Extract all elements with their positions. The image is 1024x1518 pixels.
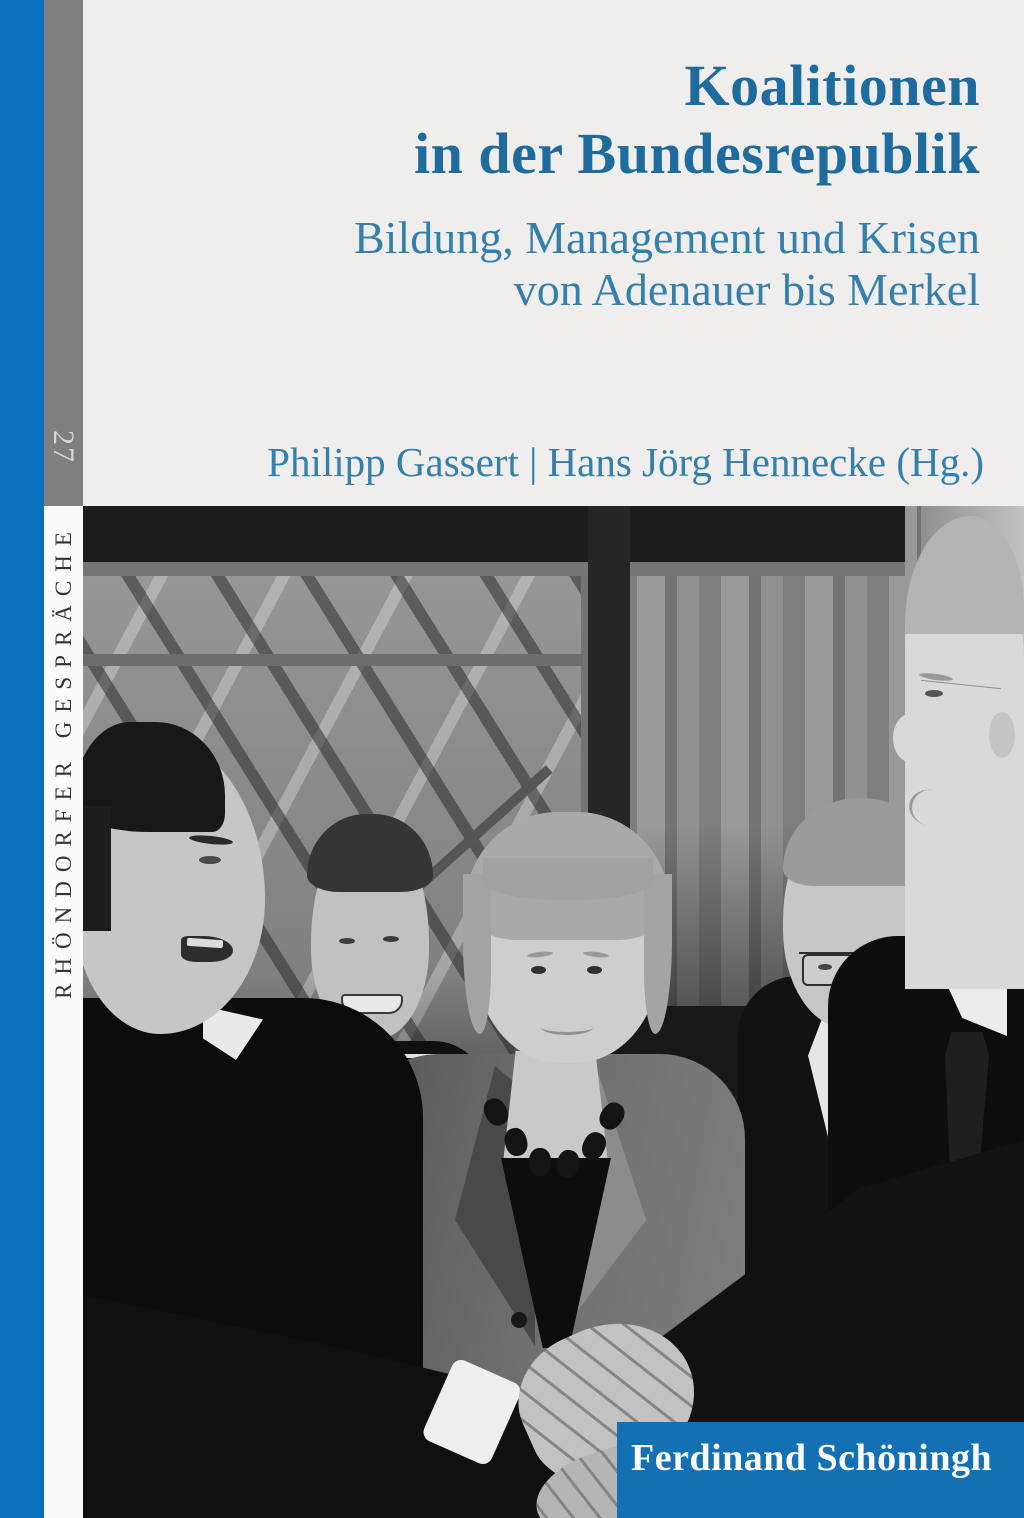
series-name: RHÖNDORFER GESPRÄCHE xyxy=(51,523,76,999)
publisher-name: Ferdinand Schöningh xyxy=(631,1437,993,1479)
person-right-eye xyxy=(925,690,943,697)
title-line1: Koalitionen xyxy=(684,53,980,118)
necklace-bead xyxy=(480,1094,513,1129)
title-line2: in der Bundesrepublik xyxy=(413,121,980,186)
editors-line: Philipp Gassert | Hans Jörg Hennecke (Hg.) xyxy=(267,439,984,485)
person-left-eye xyxy=(199,856,221,864)
person-left-sideburn xyxy=(83,806,111,931)
photo-steel-beam-top xyxy=(83,506,905,562)
person-glasses-eye-left xyxy=(818,964,832,970)
person-grinning-eye-left xyxy=(339,938,355,944)
woman-blazer-button xyxy=(511,1312,527,1328)
woman-mouth xyxy=(541,1020,593,1035)
necklace-bead xyxy=(555,1148,582,1179)
woman-eye-left xyxy=(531,966,546,974)
woman-bead-necklace xyxy=(485,1092,621,1188)
subtitle-line1: Bildung, Management und Krisen xyxy=(353,212,980,263)
necklace-bead xyxy=(578,1129,609,1164)
cover-photo xyxy=(83,506,1024,1518)
photo-steel-rail xyxy=(83,562,905,576)
necklace-bead xyxy=(502,1126,530,1158)
woman-bangs xyxy=(483,858,653,900)
book-title xyxy=(414,52,980,188)
spine-accent-stripe xyxy=(0,0,44,1518)
cover-top-panel xyxy=(83,0,1024,506)
person-grinning-eye-right xyxy=(383,936,399,942)
person-right-nose xyxy=(893,714,921,762)
photo-steel-rail-2 xyxy=(83,654,583,666)
subtitle-line2: von Adenauer bis Merkel xyxy=(513,264,980,315)
person-right-ear xyxy=(989,712,1015,758)
woman-eye-right xyxy=(587,966,602,974)
publisher-box xyxy=(617,1422,1024,1518)
series-number: 27 xyxy=(47,430,80,464)
necklace-bead xyxy=(529,1148,551,1176)
book-subtitle xyxy=(354,212,980,316)
